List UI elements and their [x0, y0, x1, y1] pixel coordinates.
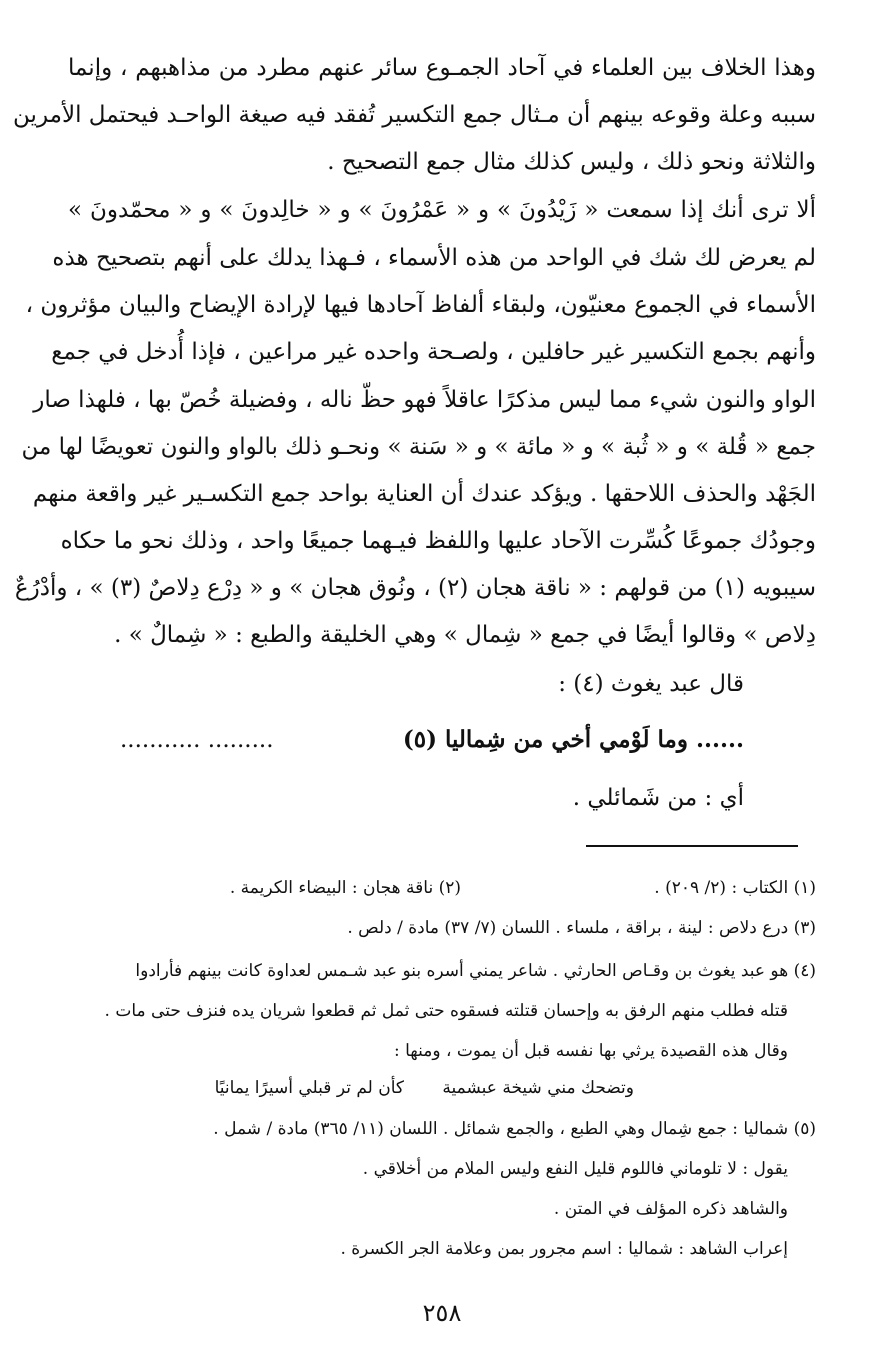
footnote-row — [68, 872, 816, 904]
verse-intro: قال عبد يغوث (٤) : — [558, 671, 744, 697]
page-number: ٢٥٨ — [422, 1299, 462, 1327]
footnote-2: (٢) ناقة هجان : البيضاء الكريمة . — [229, 878, 461, 898]
footnote-5-line: (٥) شماليا : جمع شِمال وهي الطبع ، والجمع شمائل . اللسان (١١/ ٣٦٥) مادة / شمل . — [213, 1119, 816, 1139]
body-line: وأنهم بجمع التكسير غير حافلين ، ولصـحة واحده غير مراعين ، فإذا أُدخل في جمع — [51, 339, 816, 365]
body-line: الجَهْد والحذف اللاحقها . ويؤكد عندك أن العناية بواحد جمع التكسـير غير واقعة منهم — [32, 481, 816, 507]
footnote-1: (١) الكتاب : (٢/ ٢٠٩) . — [654, 878, 816, 898]
body-line: وجودُك جموعًا كُسِّرت الآحاد عليها واللفظ فيـهما جميعًا واحد ، وذلك نحو ما حكاه — [60, 528, 816, 554]
body-line: الواو والنون شيء مما ليس مذكرًا عاقلاً فهو حظّ ناله ، وفضيلة خُصّ بها ، فلهذا صار — [33, 387, 816, 413]
footnote-3: (٣) درع دلاص : لينة ، براقة ، ملساء . اللسان (٧/ ٣٧) مادة / دلص . — [347, 918, 816, 938]
body-line: دِلاص » وقالوا أيضًا في جمع « شِمال » وهي الخليقة والطبع : « شِمالٌ » . — [114, 622, 816, 648]
gloss-line: أي : من شَمائلي . — [572, 785, 744, 811]
footnote-4-line: قتله فطلب منهم الرفق به وإحسان قتلته فسقوه حتى ثمل ثم قطعوا شريان يده فنزف حتى مات . — [104, 1001, 788, 1021]
body-line: لم يعرض لك شك في الواحد من هذه الأسماء ، فـهذا يدلك على أنهم بتصحيح هذه — [52, 245, 816, 271]
footnote-5-line: إعراب الشاهد : شماليا : اسم مجرور بمن وعلامة الجر الكسرة . — [340, 1239, 788, 1259]
body-line: الأسماء في الجموع معنيّون، ولبقاء ألفاظ آحادها فيها لإرادة الإيضاح والبيان مؤثرون ، — [25, 292, 816, 318]
verse-first-hemistich: ......... ........... — [120, 727, 274, 753]
verse-second-hemistich: ...... وما لَوْمي أخي من شِماليا (٥) — [402, 726, 744, 753]
body-line: سببه وعلة وقوعه بينهم أن مـثال جمع التكسير تُفقد فيه صيغة الواحـد فيحتمل الأمرين — [13, 102, 816, 128]
footnote-separator — [586, 845, 798, 847]
body-line: ألا ترى أنك إذا سمعت « زَيْدُونَ » و « عَمْرُونَ » و « خالِدونَ » و « محمّدونَ » — [68, 197, 816, 223]
body-line: وهذا الخلاف بين العلماء في آحاد الجمـوع سائر عنهم مطرد من مذاهبهم ، وإنما — [68, 55, 816, 81]
footnote-4-verse-first: وتضحك مني شيخة عبشمية — [442, 1078, 634, 1098]
footnote-4-line: وقال هذه القصيدة يرثي بها نفسه قبل أن يموت ، ومنها : — [393, 1041, 788, 1061]
footnote-4-line: (٤) هو عبد يغوث بن وقـاص الحارثي . شاعر يمني أسره بنو عبد شـمس لعداوة كانت بينهم فأرادوا — [135, 961, 816, 981]
poem-verse — [120, 718, 744, 762]
body-line: جمع « قُلة » و « ثُبة » و « مائة » و « سَنة » ونحـو ذلك بالواو والنون تعويضًا لها من — [21, 434, 816, 460]
body-line: سيبويه (١) من قولهم : « ناقة هجان (٢) ، ونُوق هجان » و « دِرْع دِلاصٌ (٣) » ، وأدْرُعٌ — [14, 575, 816, 601]
body-line: والثلاثة ونحو ذلك ، وليس كذلك مثال جمع التصحيح . — [327, 149, 816, 175]
footnote-5-line: يقول : لا تلوماني فاللوم قليل النفع وليس الملام من أخلاقي . — [362, 1159, 788, 1179]
footnote-4-verse-second: كأن لم تر قبلي أسيرًا يمانيًا — [214, 1078, 404, 1098]
footnote-5-line: والشاهد ذكره المؤلف في المتن . — [553, 1199, 788, 1219]
